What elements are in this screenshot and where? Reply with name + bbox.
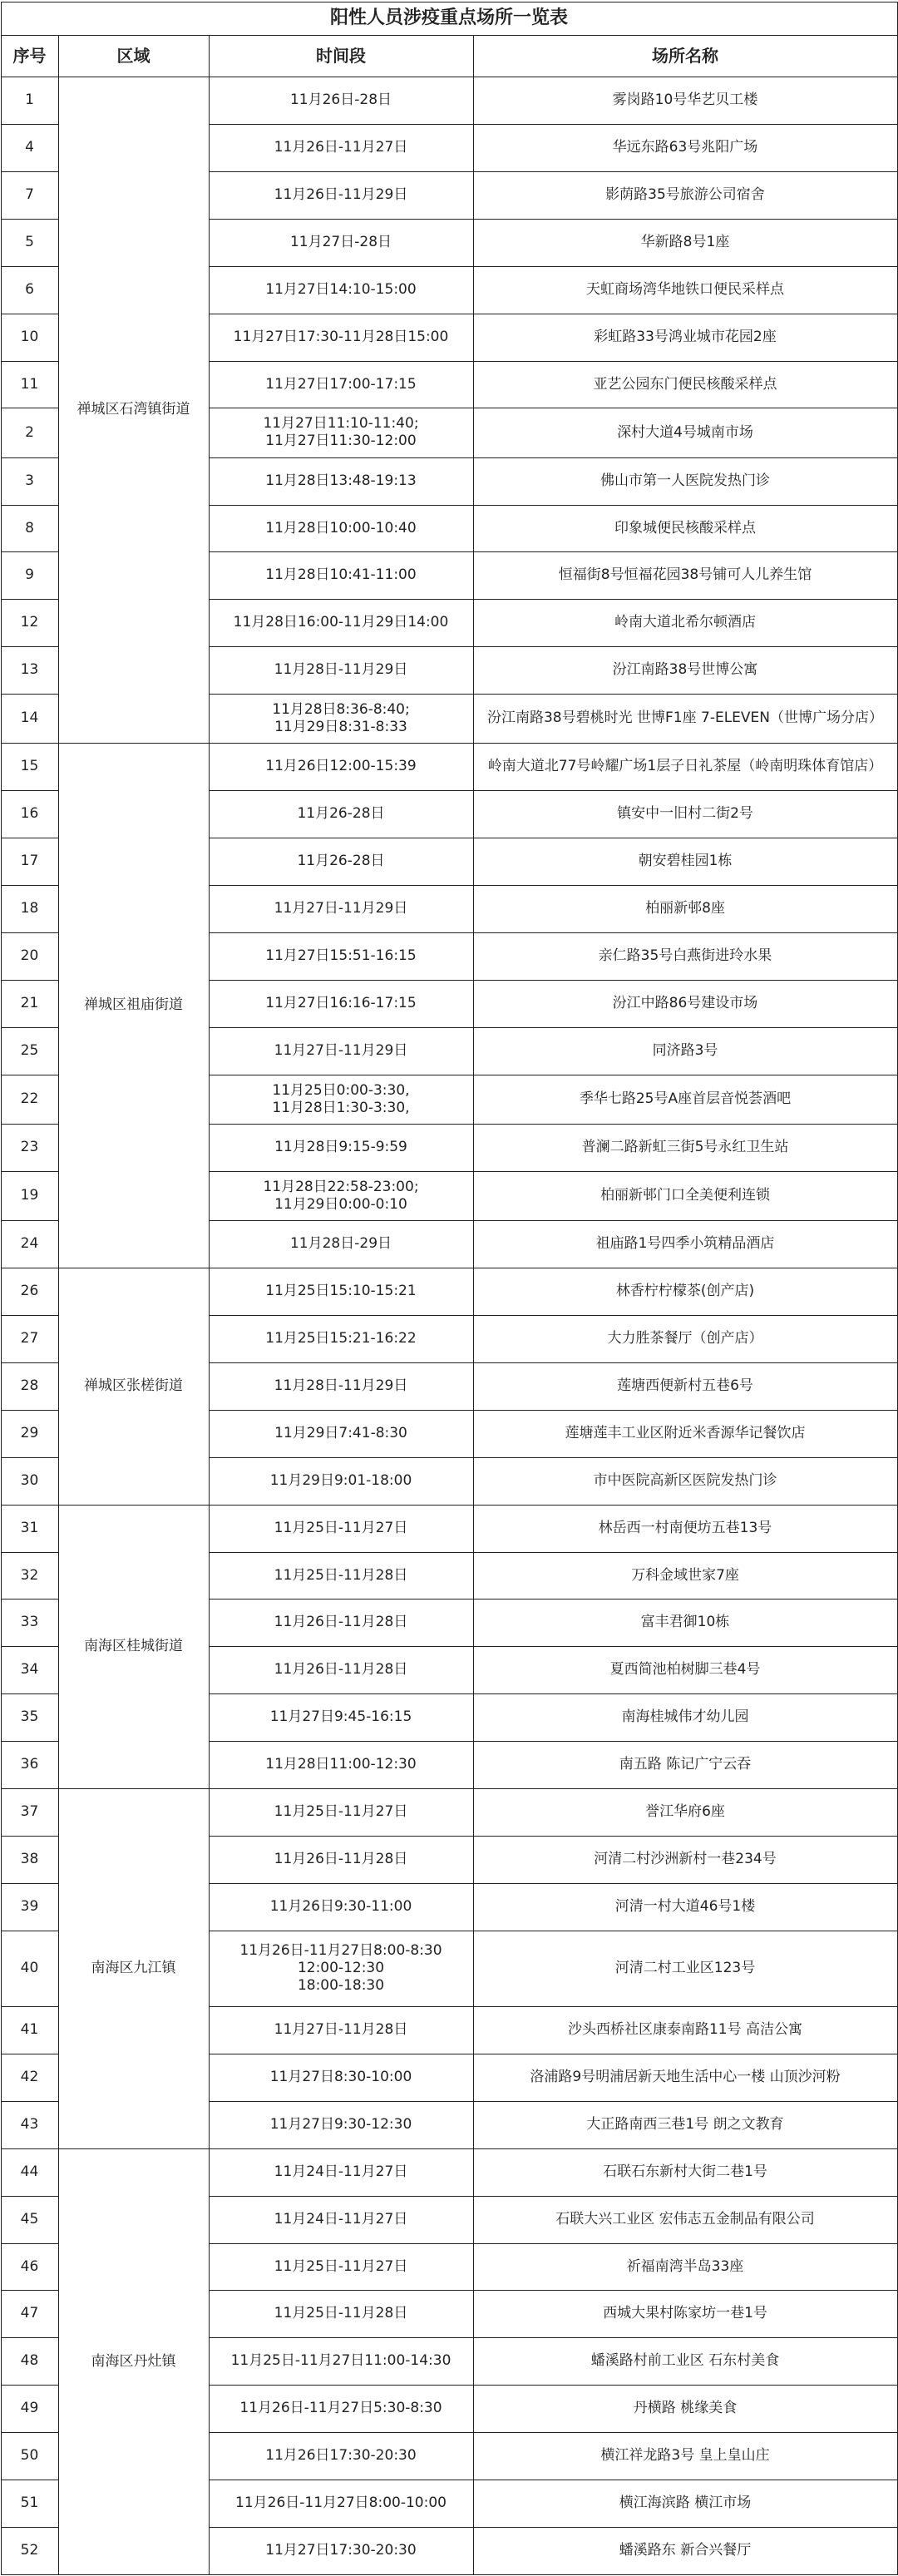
seq-cell: 4 (25, 139, 34, 156)
place-cell: 莲塘莲丰工业区附近米香源华记餐饮店 (565, 1425, 806, 1441)
place-cell: 石联石东新村大街二巷1号 (603, 2163, 767, 2180)
seq-cell: 11 (20, 375, 39, 393)
seq-cell: 10 (20, 329, 39, 345)
time-cell: 11月27日17:30-11月28日15:00 (233, 329, 449, 345)
grid-line (1, 35, 898, 36)
place-cell: 柏丽新邨8座 (645, 900, 725, 917)
seq-cell: 43 (20, 2116, 39, 2133)
time-cell: 11月28日-11月29日 (274, 1377, 408, 1394)
place-cell: 深村大道4号城南市场 (617, 423, 753, 441)
time-cell: 11月28日10:00-10:40 (265, 519, 417, 536)
place-cell: 影荫路35号旅游公司宿舍 (605, 186, 765, 203)
time-cell: 11月27日17:00-17:15 (265, 375, 417, 393)
place-cell: 石联大兴工业区 宏伟志五金制品有限公司 (555, 2211, 815, 2227)
place-cell: 岭南大道北77号岭耀广场1层子日礼茶屋（岭南明珠体育馆店） (487, 758, 883, 774)
seq-cell: 46 (20, 2257, 39, 2275)
time-cell: 11月26日-11月27日8:00-10:00 (235, 2494, 447, 2511)
time-cell: 11月26日-11月29日 (274, 186, 408, 203)
seq-cell: 16 (20, 805, 39, 822)
place-cell: 洛浦路9号明浦居新天地生活中心一楼 山顶沙河粉 (530, 2069, 841, 2085)
seq-cell: 52 (20, 2542, 39, 2559)
seq-cell: 42 (20, 2069, 39, 2085)
seq-cell: 50 (20, 2447, 39, 2464)
time-cell: 11月27日11:10-11:40; 11月27日11:30-12:00 (263, 415, 419, 449)
time-cell: 11月27日-11月29日 (274, 1042, 408, 1059)
place-cell: 镇安中一旧村二街2号 (617, 805, 753, 822)
time-cell: 11月28日8:36-8:40; 11月29日8:31-8:33 (272, 700, 410, 735)
time-cell: 11月28日13:48-19:13 (265, 472, 417, 489)
time-cell: 11月27日9:45-16:15 (269, 1708, 412, 1725)
seq-cell: 26 (20, 1283, 39, 1299)
table-title: 阳性人员涉疫重点场所一览表 (329, 7, 568, 28)
place-cell: 誉江华府6座 (645, 1803, 725, 1820)
seq-cell: 3 (25, 472, 34, 489)
place-cell: 祈福南湾半岛33座 (626, 2257, 744, 2275)
place-cell: 河清一村大道46号1楼 (614, 1898, 756, 1915)
time-cell: 11月24日-11月27日 (274, 2211, 408, 2227)
time-cell: 11月25日15:10-15:21 (265, 1283, 417, 1299)
seq-cell: 2 (25, 423, 34, 441)
time-cell: 11月27日17:30-20:30 (265, 2542, 417, 2559)
region-cell: 禅城区张槎街道 (84, 1377, 183, 1394)
time-cell: 11月27日8:30-10:00 (269, 2069, 412, 2085)
seq-cell: 48 (20, 2352, 39, 2369)
seq-cell: 39 (20, 1898, 39, 1915)
time-cell: 11月28日22:58-23:00; 11月29日0:00-0:10 (263, 1178, 419, 1213)
seq-cell: 36 (20, 1756, 39, 1773)
seq-cell: 40 (20, 1960, 39, 1976)
seq-cell: 35 (20, 1708, 39, 1725)
time-cell: 11月28日-11月29日 (274, 661, 408, 678)
seq-cell: 9 (25, 566, 34, 583)
time-cell: 11月28日11:00-12:30 (265, 1756, 417, 1773)
seq-cell: 6 (25, 281, 34, 298)
time-cell: 11月25日-11月27日11:00-14:30 (230, 2352, 451, 2369)
seq-cell: 49 (20, 2400, 39, 2416)
seq-cell: 24 (20, 1235, 39, 1252)
place-cell: 西城大果村陈家坊一巷1号 (603, 2305, 767, 2321)
region-cell: 南海区九江镇 (91, 1960, 176, 1976)
place-cell: 柏丽新邨门口全美便利连锁 (600, 1187, 770, 1204)
place-cell: 印象城便民核酸采样点 (614, 519, 756, 536)
place-cell: 市中医院高新区医院发热门诊 (593, 1472, 777, 1489)
place-cell: 岭南大道北希尔顿酒店 (614, 614, 756, 630)
place-cell: 沙头西桥社区康泰南路11号 高洁公寓 (567, 2021, 803, 2038)
seq-cell: 22 (20, 1090, 39, 1107)
time-cell: 11月26-28日 (297, 853, 385, 869)
place-cell: 蟠溪路村前工业区 石东村美食 (590, 2352, 780, 2369)
region-cell: 南海区丹灶镇 (91, 2352, 176, 2370)
place-cell: 亲仁路35号白燕街进玲水果 (598, 947, 772, 964)
seq-cell: 45 (20, 2211, 39, 2227)
header-4: 场所名称 (652, 45, 718, 66)
seq-cell: 28 (20, 1377, 39, 1394)
seq-cell: 51 (20, 2494, 39, 2511)
place-cell: 蟠溪路东 新合兴餐厅 (619, 2542, 752, 2559)
seq-cell: 1 (25, 91, 34, 108)
place-cell: 季华七路25号A座首层音悦荟酒吧 (579, 1090, 792, 1107)
seq-cell: 12 (20, 614, 39, 630)
place-cell: 祖庙路1号四季小筑精品酒店 (595, 1235, 775, 1252)
time-cell: 11月26日-11月27日8:00-8:30 12:00-12:30 18:00-18:30 (239, 1942, 442, 1994)
region-cell: 南海区桂城街道 (84, 1638, 183, 1654)
time-cell: 11月25日-11月28日 (274, 2305, 408, 2321)
place-cell: 莲塘西便新村五巷6号 (617, 1377, 753, 1394)
time-cell: 11月27日9:30-12:30 (269, 2116, 412, 2133)
time-cell: 11月26日12:00-15:39 (265, 758, 417, 774)
place-cell: 横江海滨路 横江市场 (619, 2494, 752, 2511)
time-cell: 11月26日-11月28日 (274, 1614, 408, 1630)
time-cell: 11月25日15:21-16:22 (265, 1330, 417, 1347)
region-cell: 禅城区祖庙街道 (84, 996, 183, 1013)
seq-cell: 30 (20, 1472, 39, 1489)
place-cell: 普澜二路新虹三街5号永红卫生站 (581, 1139, 789, 1155)
seq-cell: 17 (20, 853, 39, 869)
time-cell: 11月28日10:41-11:00 (265, 566, 417, 583)
time-cell: 11月25日-11月27日 (274, 1520, 408, 1536)
time-cell: 11月25日-11月27日 (274, 2257, 408, 2275)
seq-cell: 14 (20, 710, 39, 726)
time-cell: 11月27日16:16-17:15 (265, 995, 417, 1011)
time-cell: 11月26日-11月28日 (274, 1851, 408, 1867)
time-cell: 11月27日-28日 (289, 234, 392, 250)
time-cell: 11月26日9:30-11:00 (269, 1898, 412, 1915)
place-cell: 彩虹路33号鸿业城市花园2座 (594, 329, 777, 345)
place-cell: 佛山市第一人医院发热门诊 (600, 472, 770, 489)
place-cell: 天虹商场湾华地铁口便民采样点 (586, 281, 784, 298)
time-cell: 11月25日0:00-3:30, 11月28日1:30-3:30, (272, 1081, 410, 1116)
seq-cell: 29 (20, 1425, 39, 1441)
seq-cell: 21 (20, 995, 39, 1011)
place-cell: 横江祥龙路3号 皇上皇山庄 (600, 2447, 770, 2464)
header-2: 区域 (116, 45, 150, 66)
time-cell: 11月26日-11月27日 (274, 139, 408, 156)
time-cell: 11月27日-11月29日 (274, 900, 408, 917)
seq-cell: 18 (20, 900, 39, 917)
seq-cell: 15 (20, 758, 39, 774)
place-cell: 南海桂城伟才幼儿园 (621, 1708, 749, 1725)
place-cell: 富丰君御10栋 (640, 1614, 730, 1630)
time-cell: 11月28日9:15-9:59 (274, 1139, 407, 1155)
time-cell: 11月25日-11月27日 (274, 1803, 408, 1820)
seq-cell: 37 (20, 1803, 39, 1820)
seq-cell: 38 (20, 1851, 39, 1867)
place-cell: 汾江南路38号碧桃时光 世博F1座 7-ELEVEN（世博广场分店） (486, 710, 884, 726)
time-cell: 11月29日9:01-18:00 (269, 1472, 412, 1489)
header-3: 时间段 (316, 45, 366, 66)
place-cell: 亚艺公园东门便民核酸采样点 (593, 375, 777, 393)
place-cell: 同济路3号 (652, 1042, 718, 1059)
header-1: 序号 (12, 45, 47, 66)
time-cell: 11月26日-11月27日5:30-8:30 (239, 2400, 442, 2416)
seq-cell: 19 (20, 1187, 39, 1204)
time-cell: 11月26日-28日 (289, 91, 392, 108)
time-cell: 11月26日17:30-20:30 (265, 2447, 417, 2464)
time-cell: 11月28日16:00-11月29日14:00 (233, 614, 449, 630)
time-cell: 11月27日15:51-16:15 (265, 947, 417, 964)
time-cell: 11月26日-11月28日 (274, 1661, 408, 1678)
place-cell: 朝安碧桂园1栋 (638, 853, 733, 869)
time-cell: 11月29日7:41-8:30 (274, 1425, 407, 1441)
seq-cell: 20 (20, 947, 39, 964)
place-cell: 汾江南路38号世博公寓 (612, 661, 758, 678)
time-cell: 11月28日-29日 (289, 1235, 392, 1252)
place-cell: 大力胜茶餐厅（创产店） (607, 1330, 763, 1347)
place-cell: 万科金域世家7座 (631, 1566, 739, 1584)
place-cell: 大正路南西三巷1号 朗之文教育 (586, 2116, 784, 2133)
place-cell: 河清二村工业区123号 (614, 1960, 756, 1976)
seq-cell: 8 (25, 519, 34, 536)
place-cell: 华新路8号1座 (640, 234, 730, 250)
seq-cell: 41 (20, 2021, 39, 2038)
time-cell: 11月24日-11月27日 (274, 2163, 408, 2180)
region-cell: 禅城区石湾镇街道 (76, 401, 190, 418)
seq-cell: 33 (20, 1614, 39, 1630)
place-cell: 丹横路 桃缘美食 (633, 2400, 738, 2416)
seq-cell: 7 (25, 186, 34, 203)
seq-cell: 32 (20, 1566, 39, 1584)
seq-cell: 47 (20, 2305, 39, 2321)
place-cell: 河清二村沙洲新村一巷234号 (594, 1851, 777, 1867)
seq-cell: 31 (20, 1520, 39, 1536)
seq-cell: 25 (20, 1042, 39, 1059)
seq-cell: 34 (20, 1661, 39, 1678)
place-cell: 南五路 陈记广宁云吞 (619, 1756, 752, 1773)
place-cell: 林岳西一村南便坊五巷13号 (598, 1520, 772, 1536)
place-cell: 雾岗路10号华艺贝工楼 (612, 91, 758, 108)
seq-cell: 23 (20, 1139, 39, 1155)
place-cell: 汾江中路86号建设市场 (612, 995, 758, 1011)
time-cell: 11月27日-11月28日 (274, 2021, 408, 2038)
time-cell: 11月26-28日 (297, 805, 385, 822)
time-cell: 11月27日14:10-15:00 (265, 281, 417, 298)
grid-line (1, 2574, 898, 2575)
seq-cell: 13 (20, 661, 39, 678)
place-cell: 夏西简池柏树脚三巷4号 (609, 1661, 761, 1678)
place-cell: 恒福街8号恒福花园38号铺可人儿养生馆 (558, 566, 812, 583)
place-cell: 林香柠柠檬茶(创产店) (615, 1283, 755, 1299)
seq-cell: 44 (20, 2163, 39, 2180)
time-cell: 11月25日-11月28日 (274, 1566, 408, 1584)
place-cell: 华远东路63号兆阳广场 (612, 139, 758, 156)
seq-cell: 5 (25, 234, 34, 250)
seq-cell: 27 (20, 1330, 39, 1347)
